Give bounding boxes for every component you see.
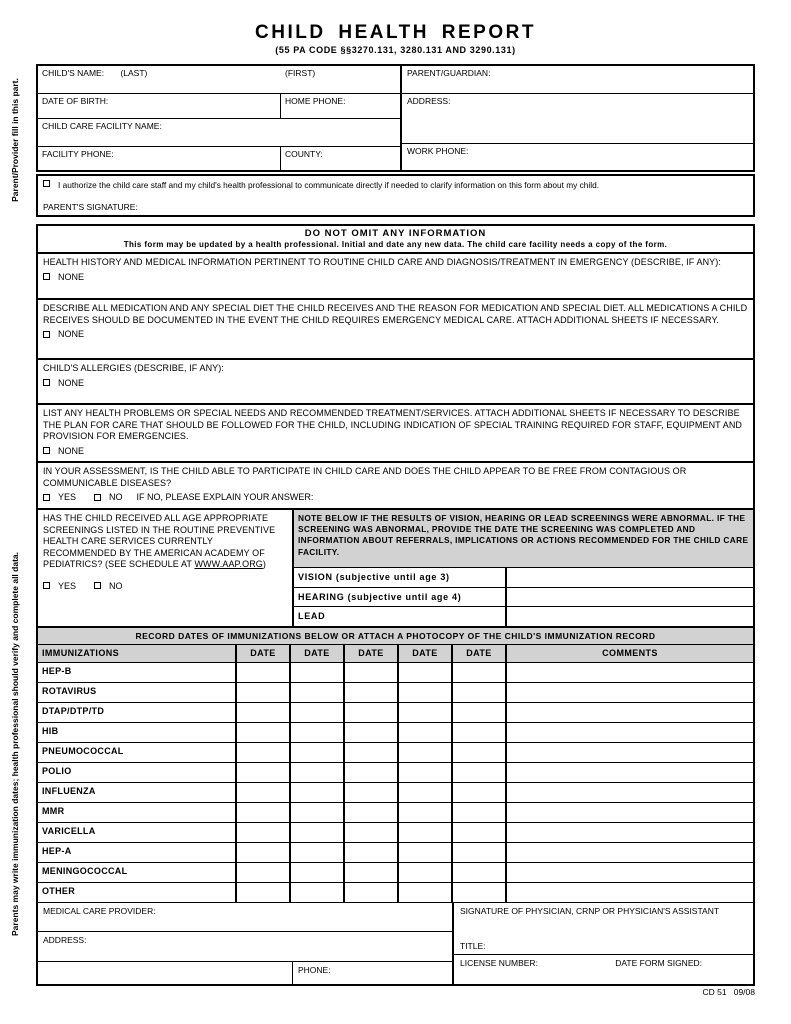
title-field[interactable]: TITLE: (460, 941, 486, 952)
dob-homephone-row (38, 94, 400, 118)
date-cell[interactable] (453, 823, 507, 842)
comments-cell[interactable] (507, 703, 753, 722)
date-cell[interactable] (399, 763, 453, 782)
date-cell[interactable] (237, 663, 291, 682)
do-not-omit-title: DO NOT OMIT ANY INFORMATION (304, 228, 487, 239)
provider-signature-section (38, 903, 753, 984)
page-subtitle: (55 PA CODE §§3270.131, 3280.131 AND 3290.131) (275, 45, 516, 55)
date-cell[interactable] (399, 843, 453, 862)
lead-row (294, 607, 753, 626)
yes-label: YES (58, 492, 77, 503)
comments-cell[interactable] (507, 843, 753, 862)
immunization-label: MENINGOCOCCAL (38, 863, 237, 882)
screenings-question-close: ) (262, 559, 266, 570)
date-cell[interactable] (345, 803, 399, 822)
immunization-label: PNEUMOCOCCAL (38, 743, 237, 762)
comments-cell[interactable] (507, 783, 753, 802)
first-name-label: (FIRST) (285, 68, 316, 78)
date-cell[interactable] (345, 703, 399, 722)
health-history-label: HEALTH HISTORY AND MEDICAL INFORMATION PERTINENT TO ROUTINE CHILD CARE AND DIAGNOSIS/TREATMENT IN EMERGENCY (DESCRIBE, IF ANY): (43, 257, 721, 267)
date-cell[interactable] (345, 763, 399, 782)
date-cell[interactable] (237, 703, 291, 722)
assessment-yes-checkbox[interactable] (43, 494, 50, 501)
lead-result-field[interactable] (507, 607, 753, 626)
date-cell[interactable] (291, 863, 345, 882)
child-info-right (402, 66, 753, 170)
vision-result-field[interactable] (507, 568, 753, 587)
sidebar-note-top: Parent/Provider fill in this part. (10, 78, 20, 202)
authorization-section (36, 174, 755, 217)
date-cell[interactable] (291, 843, 345, 862)
date-cell[interactable] (237, 803, 291, 822)
date-cell[interactable] (345, 883, 399, 902)
allergies-section[interactable] (38, 360, 753, 405)
date-cell[interactable] (399, 663, 453, 682)
allergies-none-checkbox[interactable] (43, 379, 50, 386)
comments-cell[interactable] (507, 743, 753, 762)
immunization-label: HIB (38, 723, 237, 742)
column-header-date: DATE (291, 645, 345, 662)
date-cell[interactable] (291, 743, 345, 762)
vision-row (294, 568, 753, 588)
date-cell[interactable] (399, 863, 453, 882)
last-name-label: (LAST) (120, 68, 148, 78)
date-cell[interactable] (291, 803, 345, 822)
comments-cell[interactable] (507, 863, 753, 882)
column-header-comments: COMMENTS (602, 648, 658, 658)
medication-section[interactable] (38, 300, 753, 360)
date-cell[interactable] (399, 743, 453, 762)
date-cell[interactable] (345, 863, 399, 882)
yes-label: YES (58, 580, 77, 591)
comments-cell[interactable] (507, 663, 753, 682)
immunization-label: INFLUENZA (38, 783, 237, 802)
immunization-table-header (38, 645, 753, 663)
date-cell[interactable] (237, 783, 291, 802)
parent-guardian-field[interactable]: PARENT/GUARDIAN: (402, 66, 753, 94)
date-cell[interactable] (399, 703, 453, 722)
date-cell[interactable] (399, 803, 453, 822)
column-header-date: DATE (399, 645, 453, 662)
date-cell[interactable] (399, 783, 453, 802)
provider-phone-row (38, 962, 452, 984)
child-info-left (38, 66, 402, 170)
table-row-influenza (38, 783, 753, 803)
address-field[interactable]: ADDRESS: (402, 94, 753, 144)
signature-block (454, 903, 753, 984)
date-cell[interactable] (237, 683, 291, 702)
none-label: NONE (58, 329, 85, 340)
facilityphone-county-row (38, 147, 400, 170)
immunization-record-banner: RECORD DATES OF IMMUNIZATIONS BELOW OR ATTACH A PHOTOCOPY OF THE CHILD'S IMMUNIZATION RECORD (38, 628, 753, 645)
immunization-label: ROTAVIRUS (38, 683, 237, 702)
comments-cell[interactable] (507, 763, 753, 782)
childs-name-field[interactable] (38, 66, 400, 94)
date-cell[interactable] (345, 783, 399, 802)
if-no-explain-label: IF NO, PLEASE EXPLAIN YOUR ANSWER: (136, 492, 314, 503)
no-label: NO (109, 580, 123, 591)
date-cell[interactable] (345, 823, 399, 842)
no-label: NO (109, 492, 123, 503)
provider-address-field[interactable]: ADDRESS: (38, 932, 452, 961)
immunization-label: POLIO (38, 763, 237, 782)
date-cell[interactable] (237, 863, 291, 882)
health-report-body (36, 224, 755, 986)
medication-none-checkbox[interactable] (43, 331, 50, 338)
table-row-polio (38, 763, 753, 783)
comments-cell[interactable] (507, 683, 753, 702)
license-number-field[interactable]: LICENSE NUMBER: (460, 958, 538, 969)
lead-label: LEAD (294, 607, 507, 626)
county-field[interactable]: COUNTY: (280, 147, 400, 170)
hearing-label: HEARING (subjective until age 4) (294, 588, 507, 607)
provider-blank-cell[interactable] (38, 962, 293, 984)
date-form-signed-field[interactable]: DATE FORM SIGNED: (615, 958, 702, 969)
immunization-label: VARICELLA (38, 823, 237, 842)
date-cell[interactable] (237, 843, 291, 862)
date-cell[interactable] (345, 743, 399, 762)
column-header-date: DATE (345, 645, 399, 662)
table-row-meningococcal (38, 863, 753, 883)
medication-label: DESCRIBE ALL MEDICATION AND ANY SPECIAL DIET THE CHILD RECEIVES AND THE REASON FOR MEDICATION AND SPECIAL DIET. ALL MEDICATIONS A CHILD RECEIVES SHOULD BE DOCUMENTED IN THE EVENT THE CHILD REQUIRES EMERGENCY MEDICAL CARE. ATTACH ADDITIONAL SHEETS IF NECESSARY. (43, 303, 748, 325)
date-cell[interactable] (453, 863, 507, 882)
date-cell[interactable] (345, 663, 399, 682)
date-cell[interactable] (399, 723, 453, 742)
comments-cell[interactable] (507, 723, 753, 742)
none-label: NONE (58, 271, 85, 282)
immunization-label: MMR (38, 803, 237, 822)
date-cell[interactable] (237, 723, 291, 742)
date-cell[interactable] (291, 723, 345, 742)
date-cell[interactable] (453, 703, 507, 722)
aap-org-link[interactable]: WWW.AAP.ORG (194, 559, 263, 570)
date-cell[interactable] (237, 743, 291, 762)
provider-block (38, 903, 454, 984)
date-cell[interactable] (291, 823, 345, 842)
none-label: NONE (58, 445, 85, 456)
date-cell[interactable] (345, 723, 399, 742)
date-cell[interactable] (453, 723, 507, 742)
date-of-birth-field[interactable]: DATE OF BIRTH: (42, 96, 109, 107)
table-row-hib (38, 723, 753, 743)
date-cell[interactable] (291, 883, 345, 902)
immunization-label: OTHER (38, 883, 237, 902)
page-title: CHILD HEALTH REPORT (255, 22, 536, 43)
assessment-label: IN YOUR ASSESSMENT, IS THE CHILD ABLE TO PARTICIPATE IN CHILD CARE AND DOES THE CHILD APPEAR TO BE FREE FROM CONTAGIOUS OR COMMUNICABLE DISEASES? (43, 466, 687, 488)
none-label: NONE (58, 377, 85, 388)
date-cell[interactable] (453, 883, 507, 902)
abnormal-results-note: NOTE BELOW IF THE RESULTS OF VISION, HEARING OR LEAD SCREENINGS WERE ABNORMAL. IF THE SCREENING WAS ABNORMAL, PROVIDE THE DATE THE SCREENING WAS COMPLETED AND INFORMATION ABOUT REFERRALS, IMPLICATIONS OR ACTIONS RECOMMENDED FOR THE CHILD CARE FACILITY. (294, 510, 753, 568)
do-not-omit-header (38, 226, 753, 254)
table-row-other (38, 883, 753, 903)
column-header-immunizations: IMMUNIZATIONS (38, 645, 237, 662)
immunization-label: HEP-A (38, 843, 237, 862)
date-cell[interactable] (453, 803, 507, 822)
comments-cell[interactable] (507, 803, 753, 822)
work-phone-field[interactable]: WORK PHONE: (407, 145, 469, 156)
date-cell[interactable] (291, 703, 345, 722)
date-cell[interactable] (399, 683, 453, 702)
date-cell[interactable] (291, 683, 345, 702)
do-not-omit-subtitle: This form may be updated by a health professional. Initial and date any new data. The child care facility needs a copy of the form. (123, 240, 668, 249)
screenings-question-text: HAS THE CHILD RECEIVED ALL AGE APPROPRIATE SCREENINGS LISTED IN THE ROUTINE PREVENTIVE HEALTH CARE SERVICES CURRENTLY RECOMMENDED BY THE AMERICAN ACADEMY OF PEDIATRICS? (SEE SCHEDULE AT (43, 513, 276, 570)
date-cell[interactable] (399, 883, 453, 902)
health-history-none-checkbox[interactable] (43, 273, 50, 280)
license-date-row (454, 955, 753, 984)
date-cell[interactable] (237, 823, 291, 842)
comments-cell[interactable] (507, 883, 753, 902)
health-problems-none-checkbox[interactable] (43, 447, 50, 454)
date-cell[interactable] (291, 763, 345, 782)
date-cell[interactable] (453, 783, 507, 802)
child-info-section (36, 64, 755, 172)
medical-care-provider-field[interactable]: MEDICAL CARE PROVIDER: (38, 903, 452, 932)
date-cell[interactable] (291, 663, 345, 682)
facility-phone-field[interactable]: FACILITY PHONE: (42, 148, 114, 159)
form-number: CD 51 09/08 (702, 987, 755, 997)
table-row-rotavirus (38, 683, 753, 703)
date-cell[interactable] (453, 663, 507, 682)
table-row-mmr (38, 803, 753, 823)
sidebar-note-bottom: Parents may write immunization dates; health professional should verify and complete all data. (10, 552, 20, 937)
immunization-label: DTAP/DTP/TD (38, 703, 237, 722)
screenings-section (38, 510, 753, 628)
authorize-checkbox[interactable] (43, 180, 50, 187)
table-row-hep-b (38, 663, 753, 683)
column-header-date: DATE (237, 645, 291, 662)
health-problems-label: LIST ANY HEALTH PROBLEMS OR SPECIAL NEEDS AND RECOMMENDED TREATMENT/SERVICES. ATTACH ADDITIONAL SHEETS IF NECESSARY TO DESCRIBE THE PLAN FOR CARE THAT SHOULD BE FOLLOWED FOR THE CHILD, INCLUDING INDICATION OF SPECIAL TRAINING REQUIRED FOR STAFF, EQUIPMENT AND PROVISION FOR EMERGENCIES. (43, 408, 743, 442)
date-cell[interactable] (453, 843, 507, 862)
childs-name-label: CHILD'S NAME: (42, 68, 105, 78)
home-phone-field[interactable]: HOME PHONE: (280, 94, 400, 117)
immunization-label: HEP-B (38, 663, 237, 682)
physician-signature-label: SIGNATURE OF PHYSICIAN, CRNP OR PHYSICIAN'S ASSISTANT (460, 906, 720, 916)
date-cell[interactable] (237, 883, 291, 902)
date-cell[interactable] (345, 843, 399, 862)
screenings-question (38, 510, 294, 626)
parent-signature-field[interactable]: PARENT'S SIGNATURE: (43, 202, 138, 212)
authorization-text: I authorize the child care staff and my child's health professional to communicate directly if needed to clarify information on this form about my child. (58, 180, 599, 190)
date-cell[interactable] (291, 783, 345, 802)
date-cell[interactable] (345, 683, 399, 702)
vision-label: VISION (subjective until age 3) (294, 568, 507, 587)
table-row-hep-a (38, 843, 753, 863)
hearing-result-field[interactable] (507, 588, 753, 607)
date-cell[interactable] (399, 823, 453, 842)
facility-name-field[interactable]: CHILD CARE FACILITY NAME: (38, 119, 400, 147)
health-history-section[interactable] (38, 254, 753, 300)
assessment-no-checkbox[interactable] (94, 494, 101, 501)
date-cell[interactable] (453, 683, 507, 702)
date-cell[interactable] (237, 763, 291, 782)
date-cell[interactable] (453, 743, 507, 762)
screenings-no-checkbox[interactable] (94, 582, 101, 589)
authorization-statement (43, 180, 748, 190)
physician-signature-field[interactable] (454, 903, 753, 955)
hearing-row (294, 588, 753, 608)
screenings-results (294, 510, 753, 626)
assessment-section[interactable] (38, 463, 753, 510)
screenings-yes-checkbox[interactable] (43, 582, 50, 589)
table-row-varicella (38, 823, 753, 843)
health-problems-section[interactable] (38, 405, 753, 463)
table-row-pneumococcal (38, 743, 753, 763)
date-cell[interactable] (453, 763, 507, 782)
column-header-date: DATE (453, 645, 507, 662)
comments-cell[interactable] (507, 823, 753, 842)
table-row-dtap (38, 703, 753, 723)
provider-phone-field[interactable]: PHONE: (298, 964, 331, 975)
allergies-label: CHILD'S ALLERGIES (DESCRIBE, IF ANY): (43, 363, 224, 373)
